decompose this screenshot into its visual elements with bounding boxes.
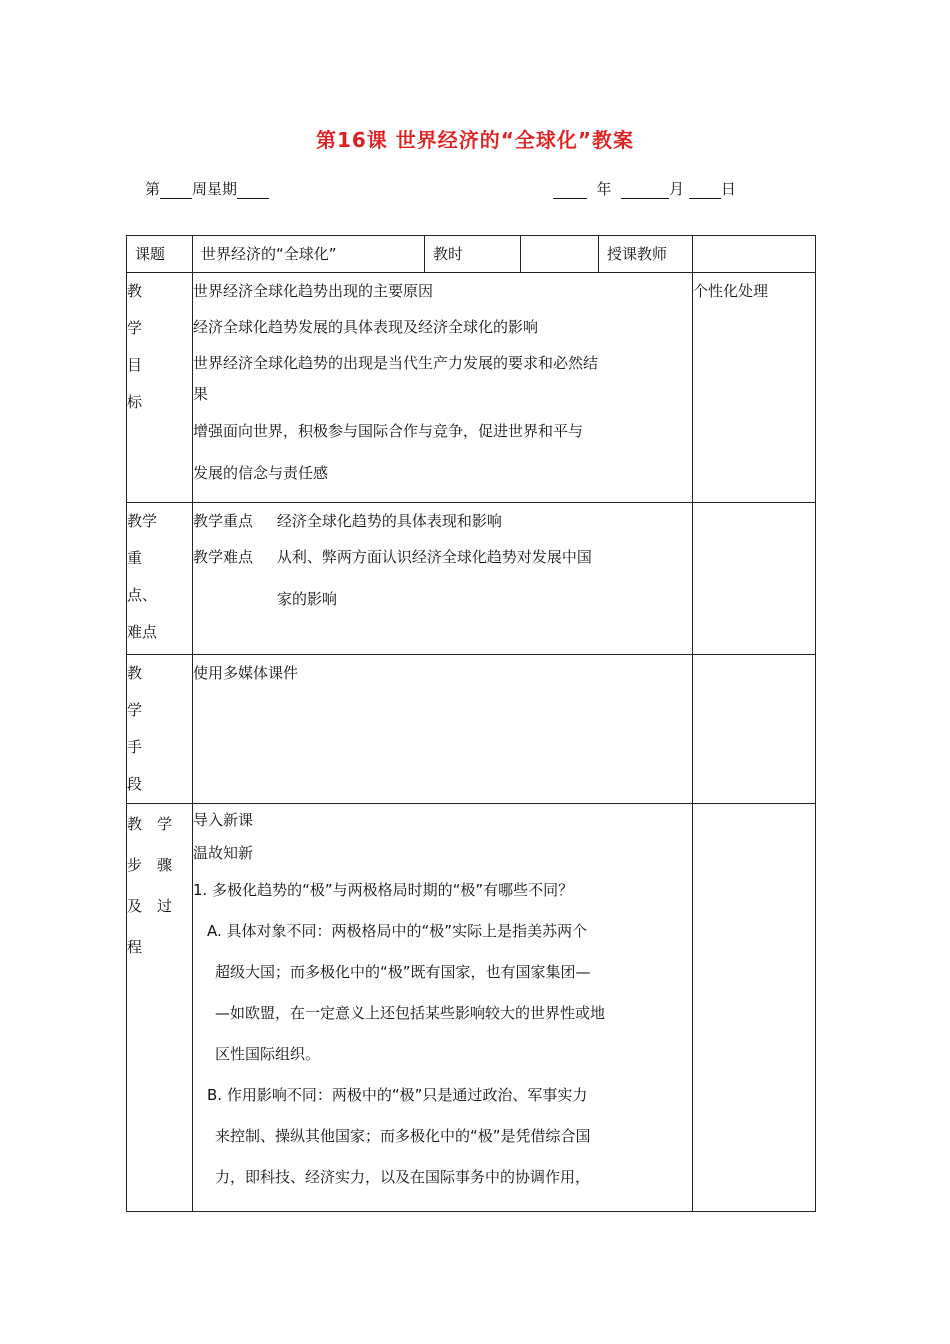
step-line: 力，即科技、经济实力，以及在国际事务中的协调作用， [215, 1168, 591, 1186]
steps-content [193, 804, 693, 1212]
teacher-value[interactable] [693, 236, 816, 273]
objective-line: 经济全球化趋势发展的具体表现及经济全球化的影响 [193, 318, 539, 336]
focus-label: 教学 重 点、 难点 [127, 503, 193, 655]
objective-line: 世界经济全球化趋势出现的主要原因 [193, 282, 434, 300]
teacher-label: 授课教师 [599, 236, 693, 273]
key-point-label: 教学重点 [193, 512, 254, 530]
objectives-content [193, 273, 693, 503]
day-label: 日 [720, 180, 736, 198]
week-blank[interactable] [160, 182, 192, 199]
week-line [145, 178, 269, 199]
steps-side[interactable] [693, 804, 816, 1212]
means-content [193, 655, 693, 804]
focus-row [127, 503, 816, 655]
lesson-plan-table [126, 235, 816, 1212]
difficulty-label: 教学难点 [193, 548, 254, 566]
step-line: 区性国际组织。 [215, 1045, 321, 1063]
difficulty-text: 从利、弊两方面认识经济全球化趋势对发展中国 [276, 548, 592, 566]
month-blank[interactable] [621, 182, 669, 199]
objective-line: 果 [193, 385, 209, 403]
weekday-blank[interactable] [237, 182, 269, 199]
date-line [553, 178, 736, 199]
day-blank[interactable] [689, 182, 721, 199]
steps-label: 教 学 步 骤 及 过 程 [127, 804, 193, 1212]
steps-row [127, 804, 816, 1212]
week-mid: 周星期 [192, 180, 238, 198]
step-line: 导入新课 [193, 811, 254, 829]
year-blank[interactable] [553, 182, 587, 199]
objective-line: 增强面向世界，积极参与国际合作与竞争，促进世界和平与 [193, 422, 584, 440]
step-line: 超级大国；而多极化中的“极”既有国家，也有国家集团— [215, 963, 591, 981]
key-point-line [193, 503, 692, 539]
header-row [127, 236, 816, 273]
focus-content [193, 503, 693, 655]
step-line: —如欧盟，在一定意义上还包括某些影响较大的世界性或地 [215, 1004, 606, 1022]
means-row [127, 655, 816, 804]
month-label: 月 [669, 180, 685, 198]
objective-line: 世界经济全球化趋势的出现是当代生产力发展的要求和必然结 [193, 354, 599, 372]
difficulty-line-2: 家的影响 [277, 590, 338, 608]
step-line: B. 作用影响不同：两极中的“极”只是通过政治、军事实力 [207, 1086, 588, 1104]
personalized-handling-label: 个性化处理 [693, 273, 816, 503]
document-title: 第16课 世界经济的“全球化”教案 [315, 128, 635, 152]
objectives-label: 教 学 目 标 [127, 273, 193, 503]
objectives-row [127, 273, 816, 503]
topic-value: 世界经济的“全球化” [193, 236, 425, 273]
difficulty-line [193, 539, 692, 575]
hours-value[interactable] [521, 236, 599, 273]
means-text: 使用多媒体课件 [193, 664, 299, 682]
topic-label: 课题 [127, 236, 193, 273]
step-line: 来控制、操纵其他国家；而多极化中的“极”是凭借综合国 [215, 1127, 591, 1145]
means-side[interactable] [693, 655, 816, 804]
hours-label: 教时 [425, 236, 521, 273]
objective-line: 发展的信念与责任感 [193, 464, 329, 482]
week-prefix: 第 [145, 180, 161, 198]
step-line: 1. 多极化趋势的“极”与两极格局时期的“极”有哪些不同？ [193, 881, 574, 899]
year-label: 年 [596, 180, 612, 198]
key-point-text: 经济全球化趋势的具体表现和影响 [276, 512, 502, 530]
means-label: 教 学 手 段 [127, 655, 193, 804]
step-line: A. 具体对象不同：两极格局中的“极”实际上是指美苏两个 [207, 922, 588, 940]
step-line: 温故知新 [193, 844, 254, 862]
focus-side[interactable] [693, 503, 816, 655]
